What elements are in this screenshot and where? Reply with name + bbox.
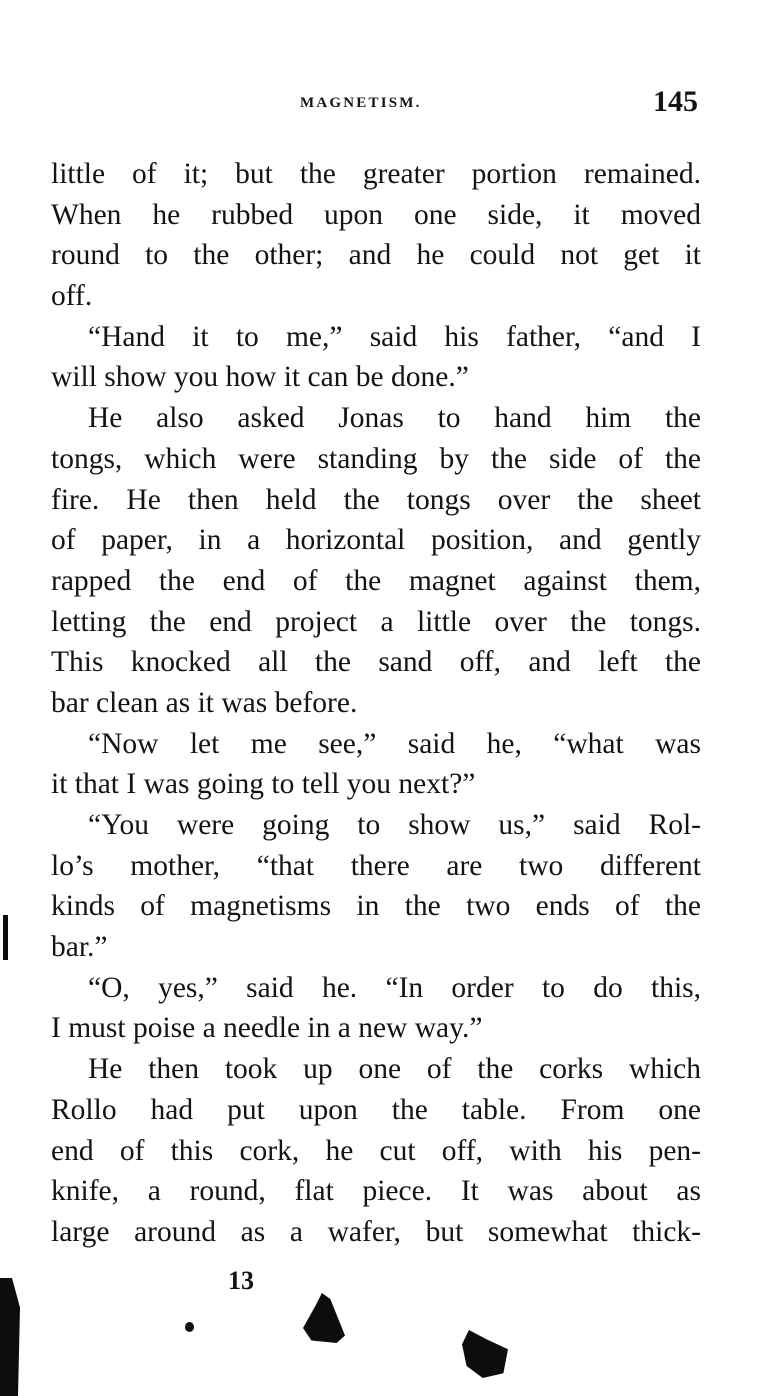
- text-line: bar clean as it was before.: [51, 686, 358, 719]
- text-line: bar.”: [51, 931, 108, 964]
- text-line: letting the end project a little over the tongs.: [51, 605, 701, 638]
- text-line: it that I was going to tell you next?”: [51, 768, 476, 801]
- text-line: tongs, which were standing by the side of the: [51, 442, 701, 475]
- margin-scan-mark: [0, 1278, 20, 1396]
- text-line: kinds of magnetisms in the two ends of the: [51, 890, 701, 923]
- body-text: [51, 154, 701, 1253]
- text-line: little of it; but the greater portion remained.: [51, 158, 701, 190]
- text-line: large around as a wafer, but somewhat thick-: [51, 1215, 701, 1248]
- text-line: fire. He then held the tongs over the sheet: [51, 483, 701, 516]
- text-line: When he rubbed upon one side, it moved: [51, 198, 701, 231]
- text-line: “You were going to show us,” said Rol-: [88, 809, 701, 841]
- text-line: round to the other; and he could not get it: [51, 239, 701, 272]
- text-line: off.: [51, 280, 93, 313]
- text-line: “Now let me see,” said he, “what was: [88, 727, 701, 760]
- text-line: “Hand it to me,” said his father, “and I: [88, 320, 701, 353]
- page-number: 145: [653, 85, 698, 118]
- text-line: lo’s mother, “that there are two different: [51, 849, 701, 882]
- text-line: This knocked all the sand off, and left the: [51, 646, 701, 679]
- text-line: will show you how it can be done.”: [51, 361, 469, 394]
- text-line: of paper, in a horizontal position, and gently: [51, 524, 701, 557]
- signature-mark: 13: [228, 1266, 254, 1295]
- text-line: “O, yes,” said he. “In order to do this,: [88, 971, 701, 1004]
- ink-blot: [462, 1330, 508, 1378]
- text-line: He also asked Jonas to hand him the: [88, 402, 701, 435]
- text-line: rapped the end of the magnet against them,: [51, 564, 701, 597]
- text-line: end of this cork, he cut off, with his pen-: [51, 1134, 701, 1167]
- margin-scan-mark: [3, 915, 8, 960]
- text-line: He then took up one of the corks which: [88, 1053, 701, 1086]
- text-line: knife, a round, flat piece. It was about as: [51, 1175, 701, 1208]
- running-head: MAGNETISM.: [300, 95, 422, 111]
- text-line: Rollo had put upon the table. From one: [51, 1093, 701, 1126]
- ink-blot: [185, 1322, 194, 1332]
- ink-blot: [303, 1293, 345, 1343]
- text-line: I must poise a needle in a new way.”: [51, 1012, 483, 1045]
